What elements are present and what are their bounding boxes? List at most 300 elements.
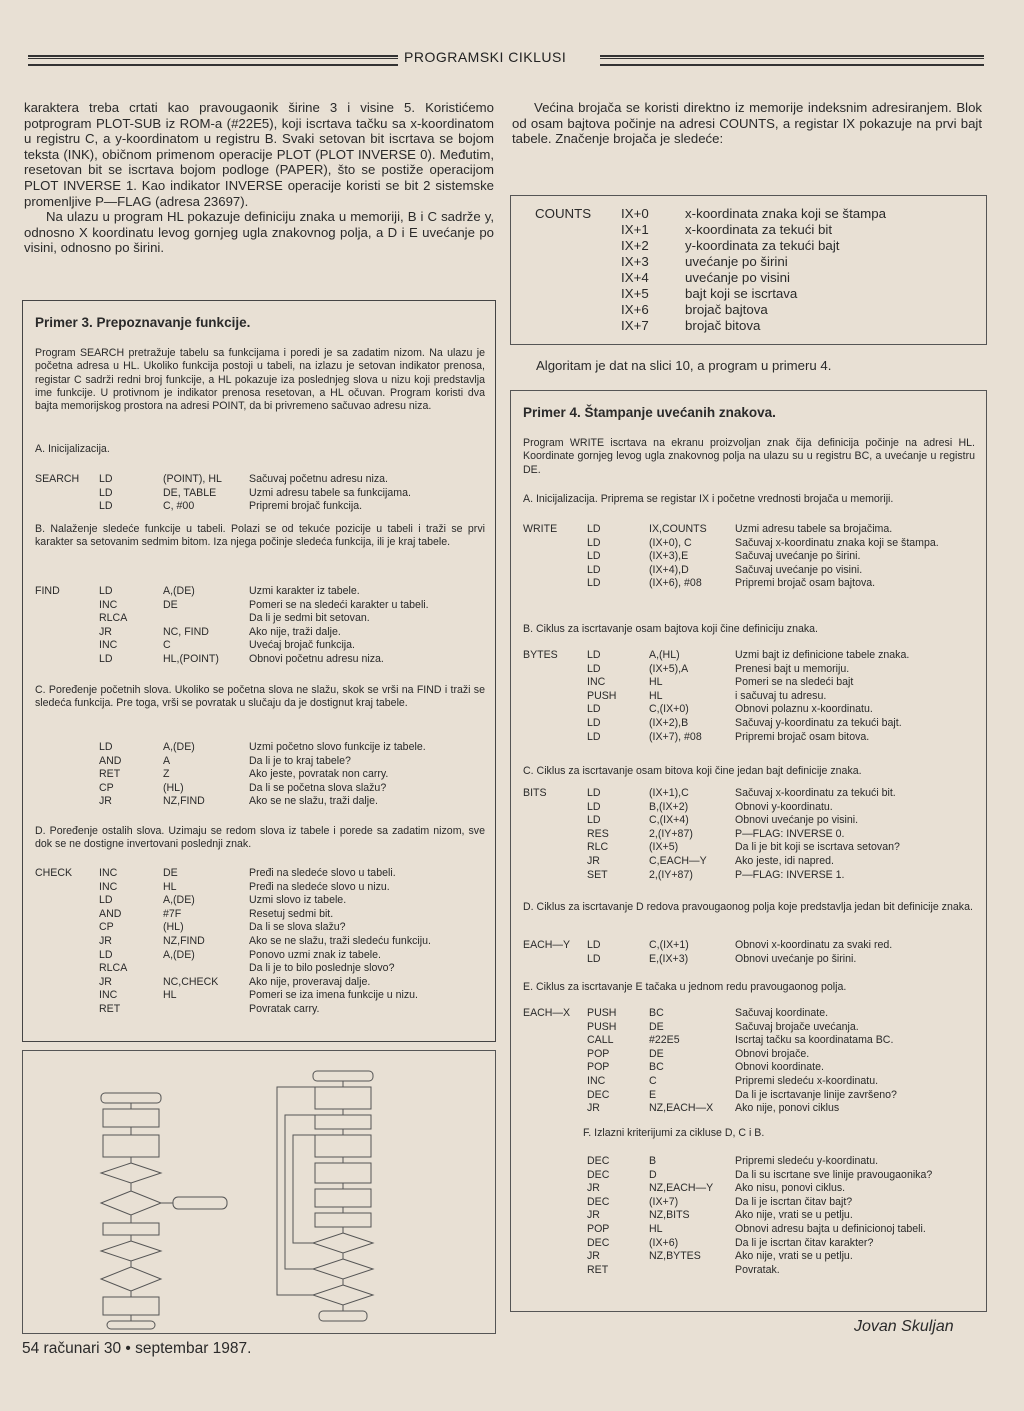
code-opcode: PUSH <box>587 689 617 702</box>
code-line <box>523 663 975 677</box>
code-label <box>35 768 99 782</box>
code-operand: (IX+7), #08 <box>649 730 702 743</box>
code-label <box>523 1223 587 1237</box>
code-operand: (IX+5),A <box>649 662 689 675</box>
code-operand <box>163 962 249 976</box>
counts-offset: IX+3 <box>621 254 649 269</box>
code-opcode: RET <box>99 1002 121 1015</box>
code-line <box>523 1182 975 1196</box>
counts-box <box>510 195 987 345</box>
code-operand: A,(DE) <box>163 585 195 597</box>
code-operand: DE <box>649 1020 664 1033</box>
code-operand: NZ,BITS <box>649 1209 690 1222</box>
code-operand: NZ,EACH—Y <box>649 1182 714 1195</box>
code-operand: (IX+6) <box>649 1236 679 1249</box>
code-operand: (IX+4),D <box>649 563 689 576</box>
code-line <box>523 1155 975 1169</box>
code-operand: DE <box>163 598 178 611</box>
code-line <box>35 949 485 963</box>
code-label <box>35 500 99 514</box>
code-label <box>523 1237 587 1251</box>
code-label <box>523 1250 587 1264</box>
code-line <box>523 939 975 953</box>
code-line <box>523 1196 975 1210</box>
code-comment: Ako nije, vrati se u petlju. <box>735 1209 853 1222</box>
code-label <box>523 1089 587 1103</box>
code-line <box>35 1003 485 1017</box>
code-line <box>35 653 485 667</box>
code-opcode: LD <box>587 523 601 535</box>
code-label <box>35 921 99 935</box>
code-opcode: LD <box>587 649 601 661</box>
code-opcode: JR <box>587 1102 600 1115</box>
code-label <box>523 676 587 690</box>
primer3-secC: C. Poređenje početnih slova. Ukoliko se početna slova ne slažu, skok se vrši na FIND i traži se sledeća funkcija. Pre toga, vrši se povratak u slučaju da je dostignut kraj tabele. <box>35 684 485 710</box>
code-comment: Povratak. <box>735 1263 780 1276</box>
code-line <box>35 768 485 782</box>
code-operand: C <box>163 639 171 652</box>
counts-row <box>535 238 886 254</box>
code-opcode: DEC <box>587 1155 610 1167</box>
intro-paragraph-2: Na ulazu u program HL pokazuje definiciju znaka u memoriji, B i C sadrže y, odnosno X koordinatu levog gornjeg ugla znakovnog polja, a D i E uvećanje po visini, odnosno po širini. <box>24 209 494 256</box>
code-opcode: DEC <box>587 1168 610 1181</box>
code-label <box>523 1155 587 1169</box>
code-comment: Pripremi brojač osam bajtova. <box>735 577 876 590</box>
code-comment: Iscrtaj tačku sa koordinatama BC. <box>735 1034 894 1047</box>
code-line <box>523 787 975 801</box>
code-comment: Ako nije, traži dalje. <box>249 625 341 638</box>
code-label <box>35 599 99 613</box>
code-operand: E,(IX+3) <box>649 952 689 965</box>
code-comment: Da li je sedmi bit setovan. <box>249 612 370 625</box>
code-comment: Sačuvaj početnu adresu niza. <box>249 473 388 485</box>
code-line <box>35 626 485 640</box>
code-comment: Pripremi sledeću x-koordinatu. <box>735 1074 879 1087</box>
right-intro: Većina brojača se koristi direktno iz memorije indeksnim adresiranjem. Blok od osam bajtova počinje na adresi COUNTS, a registar IX pokazuje na prvi bajt tabele. Značenje brojača je sledeće: <box>512 100 982 147</box>
code-operand: C,(IX+0) <box>649 703 689 716</box>
code-operand: (HL) <box>163 921 184 934</box>
counts-offset: IX+2 <box>621 238 649 253</box>
code-comment: Ako jeste, idi napred. <box>735 854 834 867</box>
code-label <box>523 717 587 731</box>
primer3-box <box>22 300 496 1042</box>
counts-label <box>535 318 621 334</box>
code-opcode: JR <box>587 854 600 867</box>
code-opcode: INC <box>99 639 118 652</box>
primer4-secE: E. Ciklus za iscrtavanje E tačaka u jednom redu pravougaonog polja. <box>523 981 847 993</box>
counts-meaning: bajt koji se iscrtava <box>685 286 798 301</box>
code-comment: Uzmi adresu tabele sa brojačima. <box>735 523 893 535</box>
code-operand: NZ,FIND <box>163 795 205 808</box>
code-line <box>523 649 975 663</box>
primer3-secD: D. Poređenje ostalih slova. Uzimaju se redom slova iz tabele i porede sa zadatim nizom, sve dok se ne dostigne invertovani poslednji znak. <box>35 825 485 851</box>
code-comment: Pripremi brojač osam bitova. <box>735 730 870 743</box>
code-opcode: LD <box>587 952 601 965</box>
code-operand: B <box>649 1155 657 1167</box>
primer3-codeC <box>35 741 485 809</box>
code-label <box>523 869 587 883</box>
counts-label: COUNTS <box>535 206 592 221</box>
code-label <box>523 1102 587 1116</box>
counts-label <box>535 270 621 286</box>
code-opcode: LD <box>587 662 601 675</box>
code-line <box>523 855 975 869</box>
code-operand: C <box>649 1074 657 1087</box>
code-opcode: INC <box>587 1074 606 1087</box>
code-opcode: LD <box>587 939 601 951</box>
code-comment: Sačuvaj koordinate. <box>735 1007 829 1019</box>
code-comment: Obnovi brojače. <box>735 1047 810 1060</box>
code-opcode: LD <box>99 948 113 961</box>
code-label <box>35 741 99 755</box>
code-comment: Uzmi adresu tabele sa funkcijama. <box>249 486 411 499</box>
code-opcode: DEC <box>587 1236 610 1249</box>
code-operand: A,(DE) <box>163 894 195 907</box>
code-line <box>35 935 485 949</box>
primer3-title: Primer 3. Prepoznavanje funkcije. <box>35 315 251 330</box>
code-label <box>523 703 587 717</box>
code-label: CHECK <box>35 867 73 879</box>
code-operand: DE <box>649 1047 664 1060</box>
code-line <box>523 1102 975 1116</box>
code-operand: 2,(IY+87) <box>649 827 693 840</box>
code-opcode: POP <box>587 1047 610 1060</box>
code-operand: (IX+3),E <box>649 550 689 563</box>
code-label: EACH—X <box>523 1007 571 1019</box>
counts-label <box>535 286 621 302</box>
primer4-codeA <box>523 523 975 591</box>
code-comment: Obnovi koordinate. <box>735 1061 824 1074</box>
code-operand: C,EACH—Y <box>649 854 707 867</box>
code-operand: BC <box>649 1007 664 1019</box>
code-label <box>523 1209 587 1223</box>
counts-label <box>535 254 621 270</box>
code-opcode: LD <box>587 800 601 813</box>
code-line <box>35 755 485 769</box>
code-opcode: JR <box>99 795 112 808</box>
code-comment: Ako nije, ponovi ciklus <box>735 1102 840 1115</box>
code-line <box>523 869 975 883</box>
code-operand <box>649 1264 735 1278</box>
code-line <box>523 537 975 551</box>
code-comment: Sačuvaj uvećanje po širini. <box>735 550 861 563</box>
code-line <box>523 1237 975 1251</box>
code-operand: NZ,EACH—X <box>649 1102 714 1115</box>
counts-meaning: uvećanje po visini <box>685 270 790 285</box>
code-label <box>35 653 99 667</box>
author-signature: Jovan Skuljan <box>854 1318 954 1335</box>
code-operand: #7F <box>163 907 182 920</box>
code-opcode: LD <box>587 787 601 799</box>
code-comment: Sačuvaj y-koordinatu za tekući bajt. <box>735 716 902 729</box>
code-line <box>35 894 485 908</box>
code-label <box>523 1169 587 1183</box>
code-opcode: PUSH <box>587 1020 617 1033</box>
counts-meaning: uvećanje po širini <box>685 254 788 269</box>
code-line <box>35 782 485 796</box>
code-comment: P—FLAG: INVERSE 0. <box>735 827 845 840</box>
code-operand: NC,CHECK <box>163 975 219 988</box>
code-line <box>523 676 975 690</box>
intro-paragraph-1: karaktera treba crtati kao pravougaonik širine 3 i visine 5. Koristićemo potprogram PLOT-SUB iz ROM-a (#22E5), koji iscrtava tačku sa x-koordinatom u registru C, a y-koordinatom u registru B. Svaki setovan bit iscrtava se bojom teksta (INK), običnom primenom operacije PLOT (PLOT INVERSE 0). Međutim, resetovan bit se iscrtava bojom podloge (PAPER), što se postiže operacijom PLOT INVERSE 1. Kao indikator INVERSE operacije koristi se bit 2 sistemske promenljive P—FLAG (adresa 23697). <box>24 100 494 209</box>
code-comment: Da li je iscrtan čitav bajt? <box>735 1195 853 1208</box>
code-operand: HL <box>163 989 177 1002</box>
code-line <box>523 953 975 967</box>
counts-offset: IX+5 <box>621 286 649 301</box>
primer4-codeC <box>523 787 975 882</box>
code-opcode: INC <box>99 880 118 893</box>
code-comment: Sačuvaj x-koordinatu za tekući bit. <box>735 787 896 799</box>
code-label <box>523 1021 587 1035</box>
code-operand: C, #00 <box>163 500 195 513</box>
code-label <box>523 550 587 564</box>
code-line <box>523 1075 975 1089</box>
code-label <box>35 755 99 769</box>
code-operand: HL <box>649 1222 663 1235</box>
code-label <box>35 487 99 501</box>
counts-row <box>535 270 886 286</box>
code-line <box>523 690 975 704</box>
code-comment: Sačuvaj brojače uvećanja. <box>735 1020 859 1033</box>
code-label <box>35 881 99 895</box>
code-operand: C,(IX+1) <box>649 939 689 951</box>
code-line <box>35 989 485 1003</box>
counts-meaning: brojač bajtova <box>685 302 768 317</box>
code-comment: Uzmi početno slovo funkcije iz tabele. <box>249 741 426 753</box>
code-opcode: DEC <box>587 1088 610 1101</box>
counts-meaning: x-koordinata znaka koji se štampa <box>685 206 887 221</box>
code-operand: IX,COUNTS <box>649 523 707 535</box>
code-comment: Uvećaj brojač funkcija. <box>249 639 355 652</box>
primer4-codeB <box>523 649 975 744</box>
code-line <box>35 921 485 935</box>
code-line <box>35 741 485 755</box>
counts-row <box>535 302 886 318</box>
code-comment: Ponovo uzmi znak iz tabele. <box>249 948 381 961</box>
code-line <box>523 1048 975 1062</box>
code-label <box>35 782 99 796</box>
code-operand: (HL) <box>163 781 184 794</box>
code-operand: HL,(POINT) <box>163 652 219 665</box>
code-comment: Da li je iscrtavanje linije završeno? <box>735 1088 897 1101</box>
code-opcode: POP <box>587 1222 610 1235</box>
code-label <box>523 1075 587 1089</box>
code-opcode: LD <box>99 894 113 907</box>
code-operand: DE, TABLE <box>163 486 217 499</box>
code-line <box>523 1169 975 1183</box>
code-operand <box>163 612 249 626</box>
code-line <box>523 564 975 578</box>
code-comment: Pomeri se iza imena funkcije u nizu. <box>249 989 418 1002</box>
counts-offset: IX+6 <box>621 302 649 317</box>
code-opcode: RLCA <box>99 962 128 975</box>
code-line <box>35 881 485 895</box>
code-label <box>35 1003 99 1017</box>
counts-row <box>535 206 886 222</box>
code-operand: A,(DE) <box>163 948 195 961</box>
code-opcode: LD <box>99 486 113 499</box>
code-line <box>35 867 485 881</box>
code-comment: Da li je bit koji se iscrtava setovan? <box>735 841 900 854</box>
code-opcode: JR <box>587 1209 600 1222</box>
code-operand: A,(HL) <box>649 649 680 661</box>
primer4-box <box>510 390 987 1312</box>
code-comment: Sačuvaj x-koordinatu znaka koji se štampa. <box>735 536 939 549</box>
primer3-secA: A. Inicijalizacija. <box>35 443 110 455</box>
code-comment: Uzmi karakter iz tabele. <box>249 585 360 597</box>
code-comment: Pripremi sledeću y-koordinatu. <box>735 1155 879 1167</box>
code-line <box>523 1223 975 1237</box>
code-comment: Pripremi brojač funkcija. <box>249 500 363 513</box>
code-label <box>35 612 99 626</box>
code-opcode: LD <box>99 652 113 665</box>
code-comment: Pomeri se na sledeći bajt <box>735 676 854 689</box>
counts-label <box>535 302 621 318</box>
code-opcode: JR <box>587 1250 600 1263</box>
code-label <box>35 908 99 922</box>
code-comment: Ako jeste, povratak non carry. <box>249 768 389 781</box>
code-label <box>35 976 99 990</box>
code-comment: Da li je to kraj tabele? <box>249 754 351 767</box>
primer4-desc: Program WRITE iscrtava na ekranu proizvoljan znak čija definicija počinje na adresi HL. Koordinate gornjeg levog ugla znakovnog polja na ulazu su u registru BC, a uvećanje u registru DE. <box>523 437 975 476</box>
code-line <box>523 841 975 855</box>
code-line <box>523 717 975 731</box>
counts-offset: IX+1 <box>621 222 649 237</box>
code-label: WRITE <box>523 523 558 535</box>
code-comment: Obnovi uvećanje po širini. <box>735 952 857 965</box>
code-opcode: AND <box>99 754 122 767</box>
flowchart-figure <box>22 1050 496 1334</box>
code-line <box>35 473 485 487</box>
code-label <box>523 841 587 855</box>
code-label <box>523 1182 587 1196</box>
code-line <box>523 828 975 842</box>
code-comment: Obnovi y-koordinatu. <box>735 800 833 813</box>
primer4-secB: B. Ciklus za iscrtavanje osam bajtova koji čine definiciju znaka. <box>523 623 818 635</box>
primer4-codeF <box>523 1155 975 1277</box>
code-comment: i sačuvaj tu adresu. <box>735 689 827 702</box>
code-line <box>35 795 485 809</box>
primer3-secB: B. Nalaženje sledeće funkcije u tabeli. Polazi se od tekuće pozicije u tabeli i traži se prvi karakter sa setovanim sedmim bitom. Iza njega počinje sledeća funkcija, ili je kraj tabele. <box>35 523 485 549</box>
counts-row <box>535 222 886 238</box>
footer-folio: 54 računari 30 • septembar 1987. <box>22 1340 252 1357</box>
code-line <box>523 1264 975 1278</box>
code-label <box>35 989 99 1003</box>
primer4-codeD <box>523 939 975 966</box>
code-opcode: CP <box>99 921 114 934</box>
primer4-secD: D. Ciklus za iscrtavanje D redova pravougaonog polja koje predstavlja jedan bit definicije znaka. <box>523 901 973 913</box>
code-label <box>523 828 587 842</box>
primer4-secF: F. Izlazni kriterijumi za cikluse D, C i B. <box>583 1127 765 1139</box>
code-comment: Pređi na sledeće slovo u nizu. <box>249 880 390 893</box>
counts-table <box>535 206 886 334</box>
primer4-secC: C. Ciklus za iscrtavanje osam bitova koji čine jedan bajt definicije znaka. <box>523 765 862 777</box>
code-line <box>35 599 485 613</box>
code-operand: (IX+0), C <box>649 536 692 549</box>
left-intro <box>24 100 494 256</box>
code-line <box>35 612 485 626</box>
code-operand: A <box>163 754 171 767</box>
code-comment: P—FLAG: INVERSE 1. <box>735 868 845 881</box>
code-opcode: INC <box>587 676 606 689</box>
code-label <box>523 564 587 578</box>
code-operand: NC, FIND <box>163 625 209 638</box>
code-opcode: JR <box>99 934 112 947</box>
code-line <box>523 1021 975 1035</box>
code-opcode: POP <box>587 1061 610 1074</box>
code-line <box>523 703 975 717</box>
code-operand: (IX+6), #08 <box>649 577 702 590</box>
code-line <box>523 731 975 745</box>
code-opcode: LD <box>99 741 113 753</box>
code-operand: #22E5 <box>649 1034 680 1047</box>
code-comment: Obnovi x-koordinatu za svaki red. <box>735 939 893 951</box>
code-opcode: RET <box>99 768 121 781</box>
code-label <box>523 537 587 551</box>
code-comment: Da li se slova slažu? <box>249 921 346 934</box>
code-label <box>523 1048 587 1062</box>
code-line <box>35 908 485 922</box>
code-opcode: JR <box>587 1182 600 1195</box>
code-comment: Sačuvaj uvećanje po visini. <box>735 563 863 576</box>
code-opcode: INC <box>99 867 118 879</box>
counts-offset: IX+7 <box>621 318 649 333</box>
code-label <box>35 894 99 908</box>
code-comment: Ako nije, proveravaj dalje. <box>249 975 371 988</box>
code-operand: DE <box>163 867 178 879</box>
code-comment: Da li je to bilo poslednje slovo? <box>249 962 395 975</box>
code-comment: Da li je iscrtan čitav karakter? <box>735 1236 874 1249</box>
code-operand: D <box>649 1168 657 1181</box>
code-label <box>523 814 587 828</box>
code-label: BYTES <box>523 649 558 661</box>
code-comment: Da li se početna slova slažu? <box>249 781 387 794</box>
code-line <box>35 487 485 501</box>
code-opcode: LD <box>99 473 113 485</box>
code-line <box>523 1061 975 1075</box>
primer3-codeB <box>35 585 485 667</box>
code-label <box>35 795 99 809</box>
code-opcode: LD <box>587 563 601 576</box>
code-opcode: LD <box>587 730 601 743</box>
code-label <box>523 801 587 815</box>
primer4-secA: A. Inicijalizacija. Priprema se registar IX i početne vrednosti brojača u memoriji. <box>523 493 894 505</box>
primer3-codeD <box>35 867 485 1017</box>
code-opcode: LD <box>587 703 601 716</box>
counts-meaning: x-koordinata za tekući bit <box>685 222 833 237</box>
code-operand: NZ,FIND <box>163 934 205 947</box>
code-operand: (POINT), HL <box>163 473 222 485</box>
code-opcode: CALL <box>587 1034 614 1047</box>
code-opcode: RES <box>587 827 609 840</box>
code-opcode: RET <box>587 1263 609 1276</box>
code-line <box>523 577 975 591</box>
code-line <box>523 523 975 537</box>
code-opcode: DEC <box>587 1195 610 1208</box>
code-comment: Pređi na sledeće slovo u tabeli. <box>249 867 396 879</box>
code-opcode: LD <box>587 550 601 563</box>
code-line <box>523 814 975 828</box>
code-line <box>523 550 975 564</box>
code-operand: A,(DE) <box>163 741 195 753</box>
code-line <box>35 976 485 990</box>
primer4-codeE <box>523 1007 975 1116</box>
code-comment: Ako nije, vrati se u petlju. <box>735 1250 853 1263</box>
counts-row <box>535 254 886 270</box>
code-line <box>35 639 485 653</box>
code-operand: HL <box>649 676 663 689</box>
primer3-codeA <box>35 473 485 514</box>
